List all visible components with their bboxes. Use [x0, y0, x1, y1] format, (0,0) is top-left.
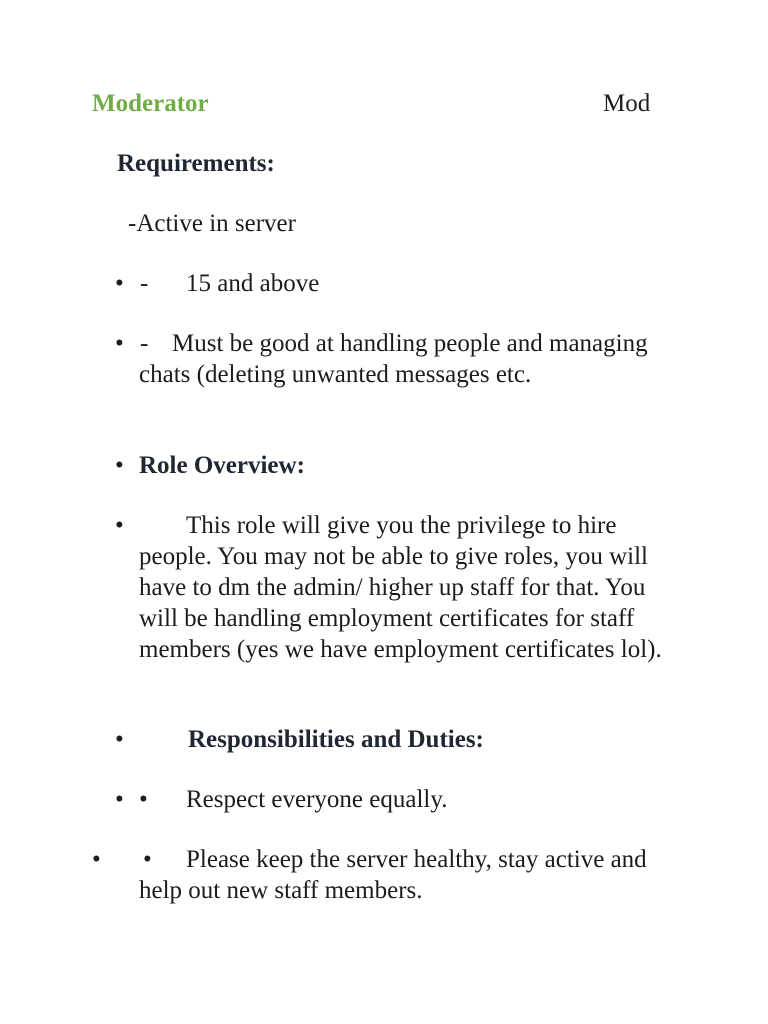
requirement-active: -Active in server [128, 210, 296, 237]
bullet-marker: • [92, 846, 101, 873]
bullet-marker: • [115, 786, 124, 813]
overview-text: This role will give you the privilege to hire people. You may not be able to give roles, you will have to dm the admin/ higher up staff for that. You will be handling employment certificates for staff members (yes we have employment certificates lol). [139, 512, 662, 663]
bullet-marker: • [139, 786, 148, 813]
bullet-marker: • [143, 846, 152, 873]
requirement-handling-dash: - [140, 330, 149, 357]
requirement-age: 15 and above [186, 270, 320, 297]
role-short-label: Mod [603, 90, 651, 117]
duties-heading: Responsibilities and Duties: [188, 726, 484, 753]
bullet-marker: • [115, 452, 124, 479]
bullet-marker: • [115, 512, 124, 539]
bullet-marker: • [115, 330, 124, 357]
requirement-handling: Must be good at handling people and managing chats (deleting unwanted messages etc. [139, 330, 648, 388]
requirements-heading: Requirements: [117, 150, 275, 177]
bullet-marker: • [115, 726, 124, 753]
overview-heading: Role Overview: [139, 452, 305, 479]
duty-item-respect: Respect everyone equally. [186, 786, 448, 813]
role-title: Moderator [92, 90, 209, 117]
requirement-age-dash: - [140, 270, 149, 297]
bullet-marker: • [115, 270, 124, 297]
duty-item-server: Please keep the server healthy, stay active and help out new staff members. [139, 846, 647, 904]
